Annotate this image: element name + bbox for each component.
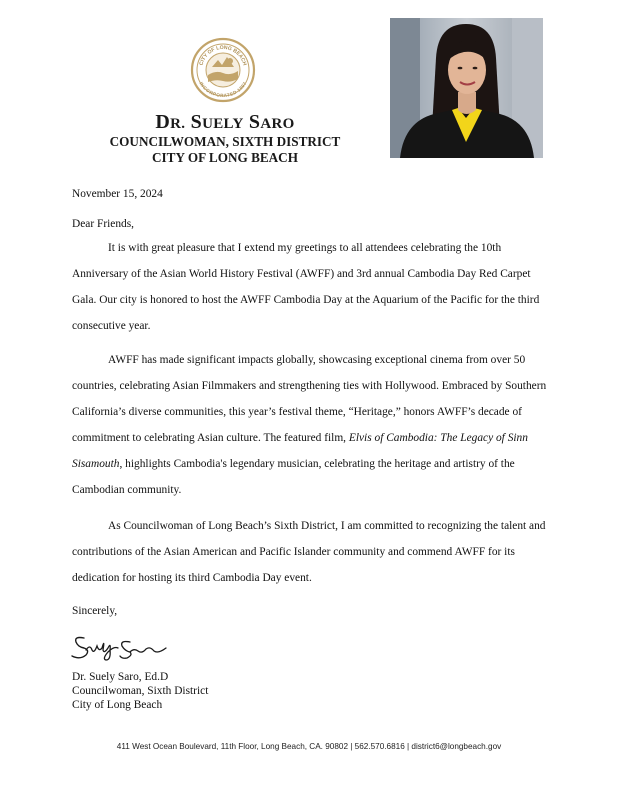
svg-text:CITY OF LONG BEACH: CITY OF LONG BEACH xyxy=(198,44,248,67)
letter-closing: Sincerely, xyxy=(72,605,118,617)
signature-block xyxy=(72,670,208,712)
city-name: CITY OF LONG BEACH xyxy=(152,150,298,165)
letter-body-paragraph: AWFF has made significant impacts globally, showcasing exceptional cinema from over 50 countries, celebrating Asian Filmmakers and strengthening ties with Hollywood. Embraced by Southern California’s diverse communities, this year’s festival theme, “Heritage,” honors AWFF’s decade of commitment to celebrating Asian culture. The featured film, Elvis of Cambodia: The Legacy of Sinn Sisamouth, highlights Cambodia's legendary musician, celebrating the heritage and artistry of the Cambodian community. xyxy=(72,354,547,496)
signatory-title: Councilwoman, Sixth District xyxy=(72,685,209,697)
svg-text:INCORPORATED 1897: INCORPORATED 1897 xyxy=(198,81,248,99)
signatory-name: Dr. Suely Saro, Ed.D xyxy=(72,671,169,683)
signatory-city: City of Long Beach xyxy=(72,699,163,711)
handwritten-signature xyxy=(70,628,170,662)
letter-body-paragraph: As Councilwoman of Long Beach’s Sixth District, I am committed to recognizing the talent and contributions of the Asian American and Pacific Islander community and commend AWFF for its dedication for hosting its third Cambodia Day event. xyxy=(72,520,546,584)
letter-greeting: Dear Friends, xyxy=(72,218,134,230)
letter-body-paragraph: It is with great pleasure that I extend my greetings to all attendees celebrating the 10th Anniversary of the Asian World History Festival (AWFF) and 3rd annual Cambodia Day Red Carpet Gala. Our city is honored to host the AWFF Cambodia Day at the Aquarium of the Pacific for the third consecutive year. xyxy=(72,242,540,332)
councilwoman-title: COUNCILWOMAN, SIXTH DISTRICT xyxy=(109,134,341,149)
councilwoman-name: DR. SUELY SARO xyxy=(155,111,295,133)
city-seal-logo xyxy=(190,37,256,103)
film-title: Elvis of Cambodia: The Legacy of Sinn Sisamouth xyxy=(72,432,528,470)
letter-date: November 15, 2024 xyxy=(72,188,163,200)
councilwoman-portrait-photo xyxy=(390,18,543,158)
footer-contact-info: 411 West Ocean Boulevard, 11th Floor, Long Beach, CA. 90802 | 562.570.6816 | district6@longbeach.gov xyxy=(116,742,502,751)
